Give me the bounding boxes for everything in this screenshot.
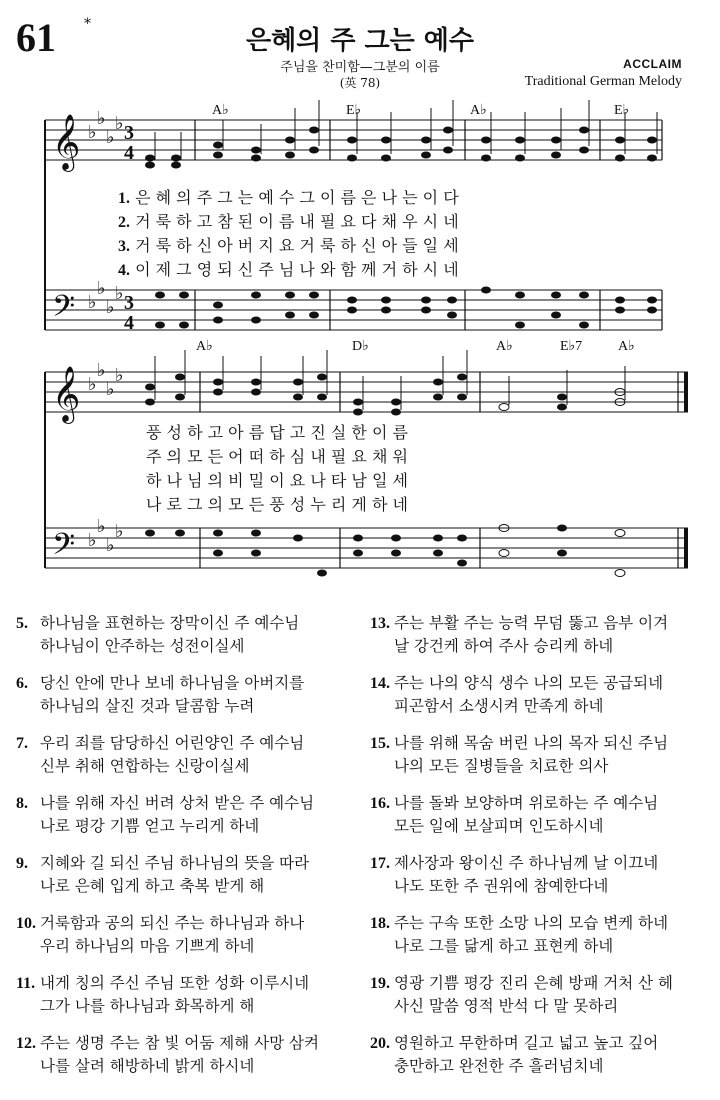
chord-symbol: A♭ bbox=[470, 103, 487, 118]
stanza-line: 제사장과 왕이신 주 하나님께 날 이끄네 bbox=[394, 854, 659, 872]
stanza-6 bbox=[16, 672, 366, 720]
bass-clef-icon: 𝄢 bbox=[52, 290, 76, 331]
stanza-11 bbox=[16, 972, 366, 1020]
stanza-8 bbox=[16, 792, 366, 840]
stanza-12 bbox=[16, 1032, 366, 1080]
stanza-line: 나도 또한 주 권위에 참예한다네 bbox=[394, 877, 609, 895]
stanza-line: 하나님을 표현하는 장막이신 주 예수님 bbox=[40, 614, 300, 632]
svg-text:♭: ♭ bbox=[97, 360, 106, 381]
stanza-line: 우리 죄를 담당하신 어린양인 주 예수님 bbox=[40, 734, 305, 752]
stanza-line: 나로 그를 닮게 하고 표현케 하네 bbox=[394, 937, 614, 955]
stanza-text bbox=[394, 612, 668, 658]
stanza-text bbox=[40, 612, 299, 658]
stanza-number: 6. bbox=[16, 675, 28, 692]
stanza-text bbox=[40, 852, 309, 898]
lyric-line bbox=[118, 257, 459, 280]
stanza-text bbox=[394, 912, 668, 958]
stanza-text bbox=[394, 1032, 658, 1078]
stanza-text bbox=[394, 792, 658, 838]
stanza-line: 신부 취해 연합하는 신랑이실세 bbox=[40, 757, 250, 775]
lyric-line: 하 나 님 의 비 밀 이 요 나 타 남 일 세 bbox=[146, 471, 408, 490]
verse-number: 2. bbox=[118, 214, 130, 231]
hymn-number: 61 bbox=[16, 15, 56, 60]
stanza-line: 거룩함과 공의 되신 주는 하나님과 하나 bbox=[40, 914, 305, 932]
svg-text:♭: ♭ bbox=[115, 365, 124, 386]
stanza-number: 16. bbox=[370, 795, 390, 812]
stanza-number: 17. bbox=[370, 855, 390, 872]
english-reference: (英 78) bbox=[339, 76, 381, 90]
hymn-number-mark: * bbox=[84, 16, 91, 32]
stanza-number: 13. bbox=[370, 615, 390, 632]
stanza-number: 11. bbox=[16, 975, 36, 992]
svg-text:♭: ♭ bbox=[88, 122, 97, 143]
bass-clef-icon: 𝄢 bbox=[52, 528, 76, 569]
chord-symbol: A♭ bbox=[196, 339, 213, 354]
lyric-line bbox=[118, 209, 459, 232]
svg-text:♭: ♭ bbox=[88, 374, 97, 395]
stanza-number: 19. bbox=[370, 975, 390, 992]
chord-symbol: E♭7 bbox=[560, 339, 583, 354]
stanza-number: 10. bbox=[16, 915, 36, 932]
stanza-7 bbox=[16, 732, 366, 780]
lyric-line bbox=[118, 233, 459, 256]
svg-text:♭: ♭ bbox=[106, 379, 115, 400]
stanza-text bbox=[40, 672, 304, 718]
stanza-text bbox=[40, 732, 304, 778]
stanza-text bbox=[40, 1032, 319, 1078]
stanza-line: 나로 평강 기쁨 얻고 누리게 하네 bbox=[40, 817, 260, 835]
time-sig-top: 3 bbox=[124, 122, 134, 144]
stanza-line: 우리 하나님의 마음 기쁘게 하네 bbox=[40, 937, 255, 955]
stanza-text bbox=[394, 972, 673, 1018]
stanza-16 bbox=[370, 792, 710, 840]
svg-text:♭: ♭ bbox=[97, 278, 106, 299]
stanza-number: 7. bbox=[16, 735, 28, 752]
stanza-line: 주는 부활 주는 능력 무덤 뚫고 음부 이겨 bbox=[394, 614, 669, 632]
stanza-text bbox=[394, 672, 663, 718]
stanza-line: 나의 모든 질병들을 치료한 의사 bbox=[394, 757, 609, 775]
stanza-text bbox=[40, 792, 314, 838]
stanza-number: 9. bbox=[16, 855, 28, 872]
svg-text:♭: ♭ bbox=[115, 113, 124, 134]
stanza-line: 내게 칭의 주신 주님 또한 성화 이루시네 bbox=[40, 974, 310, 992]
chord-symbol: A♭ bbox=[618, 339, 635, 354]
stanza-text bbox=[394, 732, 668, 778]
stanza-line: 당신 안에 만나 보네 하나님을 아버지를 bbox=[40, 674, 305, 692]
svg-text:♭: ♭ bbox=[115, 283, 124, 304]
stanza-17 bbox=[370, 852, 710, 900]
chord-symbol: E♭ bbox=[346, 103, 362, 118]
stanza-number: 12. bbox=[16, 1035, 36, 1052]
key-signature-flats-icon bbox=[88, 108, 124, 556]
stanza-14 bbox=[370, 672, 710, 720]
stanza-20 bbox=[370, 1032, 710, 1080]
tune-name: ACCLAIM bbox=[623, 57, 682, 71]
stanza-text bbox=[40, 972, 309, 1018]
verse-number: 3. bbox=[118, 238, 130, 255]
stanza-5 bbox=[16, 612, 366, 660]
stanza-line: 주는 구속 또한 소망 나의 모습 변케 하네 bbox=[394, 914, 669, 932]
lyric-line bbox=[118, 185, 459, 208]
treble-staff-2 bbox=[45, 372, 688, 412]
stanza-number: 14. bbox=[370, 675, 390, 692]
lyric-text: 은 혜 의 주 그 는 예 수 그 이 름 은 나 는 이 다 bbox=[135, 188, 459, 207]
lyric-text: 이 제 그 영 되 신 주 님 나 와 함 께 거 하 시 네 bbox=[135, 260, 459, 279]
stanza-line: 하나님의 살진 것과 달콤함 누려 bbox=[40, 697, 255, 715]
stanza-number: 18. bbox=[370, 915, 390, 932]
stanza-line: 충만하고 완전한 주 흘러넘치네 bbox=[394, 1057, 604, 1075]
stanza-line: 영원하고 무한하며 길고 넓고 높고 깊어 bbox=[394, 1034, 659, 1052]
stanza-line: 영광 기쁨 평강 진리 은혜 방패 거처 산 헤 bbox=[394, 974, 673, 992]
stanza-18 bbox=[370, 912, 710, 960]
lyric-line: 풍 성 하 고 아 름 답 고 진 실 한 이 름 bbox=[146, 423, 408, 442]
hymn-title: 은혜의 주 그는 예수 bbox=[245, 26, 475, 56]
stanza-number: 20. bbox=[370, 1035, 390, 1052]
verse-number: 4. bbox=[118, 262, 130, 279]
svg-text:♭: ♭ bbox=[97, 108, 106, 129]
stanza-13 bbox=[370, 612, 710, 660]
svg-text:♭: ♭ bbox=[115, 521, 124, 542]
stanza-line: 피곤함서 소생시켜 만족게 하네 bbox=[394, 697, 604, 715]
stanza-line: 주는 나의 양식 생수 나의 모든 공급되네 bbox=[394, 674, 664, 692]
svg-text:♭: ♭ bbox=[106, 535, 115, 556]
stanza-number: 5. bbox=[16, 615, 28, 632]
stanza-line: 주는 생명 주는 참 빛 어둠 제해 사망 삼켜 bbox=[40, 1034, 319, 1052]
lyric-text: 거 룩 하 신 아 버 지 요 거 룩 하 신 아 들 일 세 bbox=[135, 236, 459, 255]
stanza-19 bbox=[370, 972, 710, 1020]
stanza-line: 모든 일에 보살피며 인도하시네 bbox=[394, 817, 604, 835]
stanza-line: 나로 은혜 입게 하고 축복 받게 해 bbox=[40, 877, 265, 895]
svg-text:♭: ♭ bbox=[97, 516, 106, 537]
stanza-line: 하나님이 안주하는 성전이실세 bbox=[40, 637, 245, 655]
lyric-text: 거 룩 하 고 참 된 이 름 내 필 요 다 채 우 시 네 bbox=[135, 212, 459, 231]
chord-symbol: A♭ bbox=[496, 339, 513, 354]
chord-symbol: A♭ bbox=[212, 103, 229, 118]
stanza-line: 나를 살려 해방하네 밝게 하시네 bbox=[40, 1057, 255, 1075]
treble-clef-icon: 𝄞 bbox=[52, 114, 81, 170]
stanza-15 bbox=[370, 732, 710, 780]
composer-credit: Traditional German Melody bbox=[524, 74, 682, 89]
lyric-line: 주 의 모 든 어 떠 하 심 내 필 요 채 워 bbox=[146, 447, 408, 466]
stanza-9 bbox=[16, 852, 366, 900]
verse-number: 1. bbox=[118, 190, 130, 207]
time-sig-bottom: 4 bbox=[124, 142, 134, 164]
stanza-line: 나를 위해 자신 버려 상처 받은 주 예수님 bbox=[40, 794, 315, 812]
lyric-line: 나 로 그 의 모 든 풍 성 누 리 게 하 네 bbox=[146, 495, 408, 514]
stanza-line: 사신 말씀 영적 반석 다 말 못하리 bbox=[394, 997, 619, 1015]
stanza-line: 날 강건케 하여 주사 승리케 하네 bbox=[394, 637, 614, 655]
bass-staff-2 bbox=[45, 528, 688, 568]
svg-text:♭: ♭ bbox=[106, 127, 115, 148]
stanza-text bbox=[40, 912, 304, 958]
stanza-line: 그가 나를 하나님과 화목하게 해 bbox=[40, 997, 255, 1015]
stanza-line: 지혜와 길 되신 주님 하나님의 뜻을 따라 bbox=[40, 854, 310, 872]
stanza-line: 나를 위해 목숨 버린 나의 목자 되신 주님 bbox=[394, 734, 669, 752]
treble-clef-icon: 𝄞 bbox=[52, 366, 81, 422]
stanza-text bbox=[394, 852, 658, 898]
svg-text:♭: ♭ bbox=[88, 530, 97, 551]
chord-symbol: E♭ bbox=[614, 103, 630, 118]
time-sig-bottom: 4 bbox=[124, 312, 134, 334]
stanza-number: 8. bbox=[16, 795, 28, 812]
chord-symbol: D♭ bbox=[352, 339, 369, 354]
stanza-10 bbox=[16, 912, 366, 960]
stanza-number: 15. bbox=[370, 735, 390, 752]
time-sig-top: 3 bbox=[124, 292, 134, 314]
hymn-subtitle: 주님을 찬미함—그분의 이름 bbox=[280, 60, 440, 75]
stanza-line: 나를 돌봐 보양하며 위로하는 주 예수님 bbox=[394, 794, 659, 812]
svg-text:♭: ♭ bbox=[106, 297, 115, 318]
svg-text:♭: ♭ bbox=[88, 292, 97, 313]
